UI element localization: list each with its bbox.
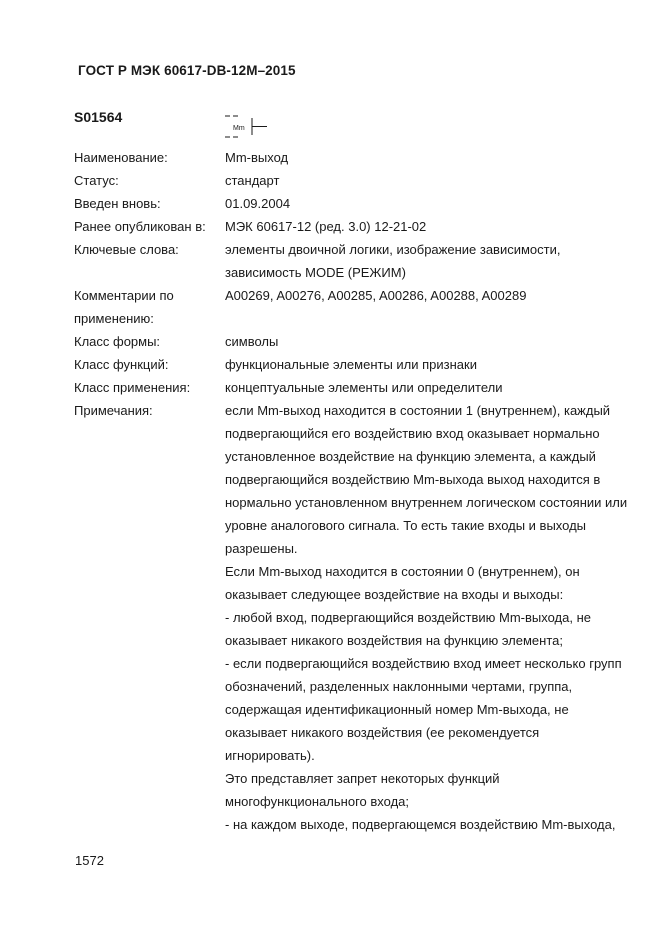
attribute-value-line: уровне аналогового сигнала. То есть такие входы и выходы bbox=[225, 518, 587, 533]
attribute-value-line: символы bbox=[225, 334, 279, 349]
attribute-row bbox=[0, 286, 661, 332]
attribute-row bbox=[0, 355, 661, 378]
attribute-value bbox=[225, 148, 643, 171]
attribute-value-line: A00269, A00276, A00285, A00286, A00288, A00289 bbox=[225, 288, 527, 303]
attribute-label bbox=[74, 240, 179, 263]
attribute-value-line: МЭК 60617-12 (ред. 3.0) 12-21-02 bbox=[225, 219, 427, 234]
attribute-value-line: обозначений, разделенных наклонными чертами, группа, bbox=[225, 679, 573, 694]
attribute-value-line: элементы двоичной логики, изображение зависимости, bbox=[225, 242, 561, 257]
attribute-value bbox=[225, 194, 643, 217]
attribute-label-line: Комментарии по bbox=[74, 288, 174, 303]
attribute-label bbox=[74, 378, 190, 401]
attribute-value-line: стандарт bbox=[225, 173, 280, 188]
attribute-value-line: зависимость MODE (РЕЖИМ) bbox=[225, 265, 406, 280]
attribute-value-line: разрешены. bbox=[225, 541, 298, 556]
attribute-label-line: Ключевые слова: bbox=[74, 242, 179, 257]
attribute-label-line: Статус: bbox=[74, 173, 119, 188]
attribute-value-line bbox=[225, 309, 643, 332]
page-number: 1572 bbox=[75, 853, 104, 868]
attribute-value-line: Mm-выход bbox=[225, 150, 289, 165]
attribute-value-line: - любой вход, подвергающийся воздействию Mm-выхода, не bbox=[225, 610, 591, 625]
attribute-value-line: Если Mm-выход находится в состоянии 0 (внутреннем), он bbox=[225, 564, 580, 579]
attribute-value bbox=[225, 355, 643, 378]
attribute-label-line: Класс применения: bbox=[74, 380, 191, 395]
attribute-row bbox=[0, 378, 661, 401]
attribute-label-line: Класс функций: bbox=[74, 357, 169, 372]
attribute-value-line: игнорировать). bbox=[225, 748, 315, 763]
symbol-label: Mm bbox=[233, 125, 245, 132]
attribute-value-line: функциональные элементы или признаки bbox=[225, 357, 477, 372]
document-header: ГОСТ Р МЭК 60617-DB-12M–2015 bbox=[78, 63, 296, 78]
attribute-value bbox=[225, 217, 643, 240]
attribute-value-line: концептуальные элементы или определители bbox=[225, 380, 503, 395]
mm-output-symbol bbox=[225, 113, 273, 141]
attribute-row bbox=[0, 401, 661, 838]
attribute-label bbox=[74, 194, 161, 217]
attribute-value bbox=[225, 286, 643, 332]
attribute-label bbox=[74, 355, 169, 378]
attribute-label bbox=[74, 401, 153, 424]
attribute-value bbox=[225, 171, 643, 194]
attribute-row bbox=[0, 240, 661, 286]
symbol-code: S01564 bbox=[74, 109, 123, 125]
attribute-table bbox=[0, 148, 661, 838]
attribute-label bbox=[74, 148, 168, 171]
attribute-row bbox=[0, 217, 661, 240]
attribute-value-line: многофункционального входа; bbox=[225, 794, 409, 809]
attribute-value-line: - если подвергающийся воздействию вход имеет несколько групп bbox=[225, 656, 622, 671]
attribute-value bbox=[225, 240, 643, 286]
attribute-value-line: Это представляет запрет некоторых функций bbox=[225, 771, 500, 786]
attribute-value-line: установленное воздействие на функцию элемента, а каждый bbox=[225, 449, 596, 464]
attribute-value-line: оказывает следующее воздействие на входы и выходы: bbox=[225, 587, 564, 602]
attribute-label bbox=[74, 286, 174, 332]
attribute-row bbox=[0, 171, 661, 194]
attribute-label bbox=[74, 217, 206, 240]
attribute-value bbox=[225, 401, 643, 838]
attribute-value-line: оказывает никакого воздействия на функцию элемента; bbox=[225, 633, 563, 648]
attribute-value-line: - на каждом выходе, подвергающемся воздействию Mm-выхода, bbox=[225, 817, 616, 832]
attribute-value bbox=[225, 332, 643, 355]
attribute-label-line: Наименование: bbox=[74, 150, 168, 165]
attribute-label bbox=[74, 332, 160, 355]
attribute-label-line: Введен вновь: bbox=[74, 196, 161, 211]
attribute-value-line: 01.09.2004 bbox=[225, 196, 291, 211]
attribute-label-line: Класс формы: bbox=[74, 334, 161, 349]
attribute-value-line: оказывает никакого воздействия (ее рекомендуется bbox=[225, 725, 540, 740]
attribute-row bbox=[0, 148, 661, 171]
attribute-value-line: содержащая идентификационный номер Mm-выхода, не bbox=[225, 702, 569, 717]
attribute-value bbox=[225, 378, 643, 401]
attribute-value-line: нормально установленном внутреннем логическом состоянии или bbox=[225, 495, 628, 510]
attribute-value-line: подвергающийся его воздействию вход оказывает нормально bbox=[225, 426, 600, 441]
attribute-row bbox=[0, 332, 661, 355]
attribute-label-line: Ранее опубликован в: bbox=[74, 219, 206, 234]
attribute-row bbox=[0, 194, 661, 217]
attribute-value-line: подвергающийся воздействию Mm-выхода выход находится в bbox=[225, 472, 601, 487]
attribute-label bbox=[74, 171, 119, 194]
attribute-value-line: если Mm-выход находится в состоянии 1 (внутреннем), каждый bbox=[225, 403, 611, 418]
attribute-label-line: Примечания: bbox=[74, 403, 153, 418]
attribute-label-line: применению: bbox=[74, 311, 154, 326]
